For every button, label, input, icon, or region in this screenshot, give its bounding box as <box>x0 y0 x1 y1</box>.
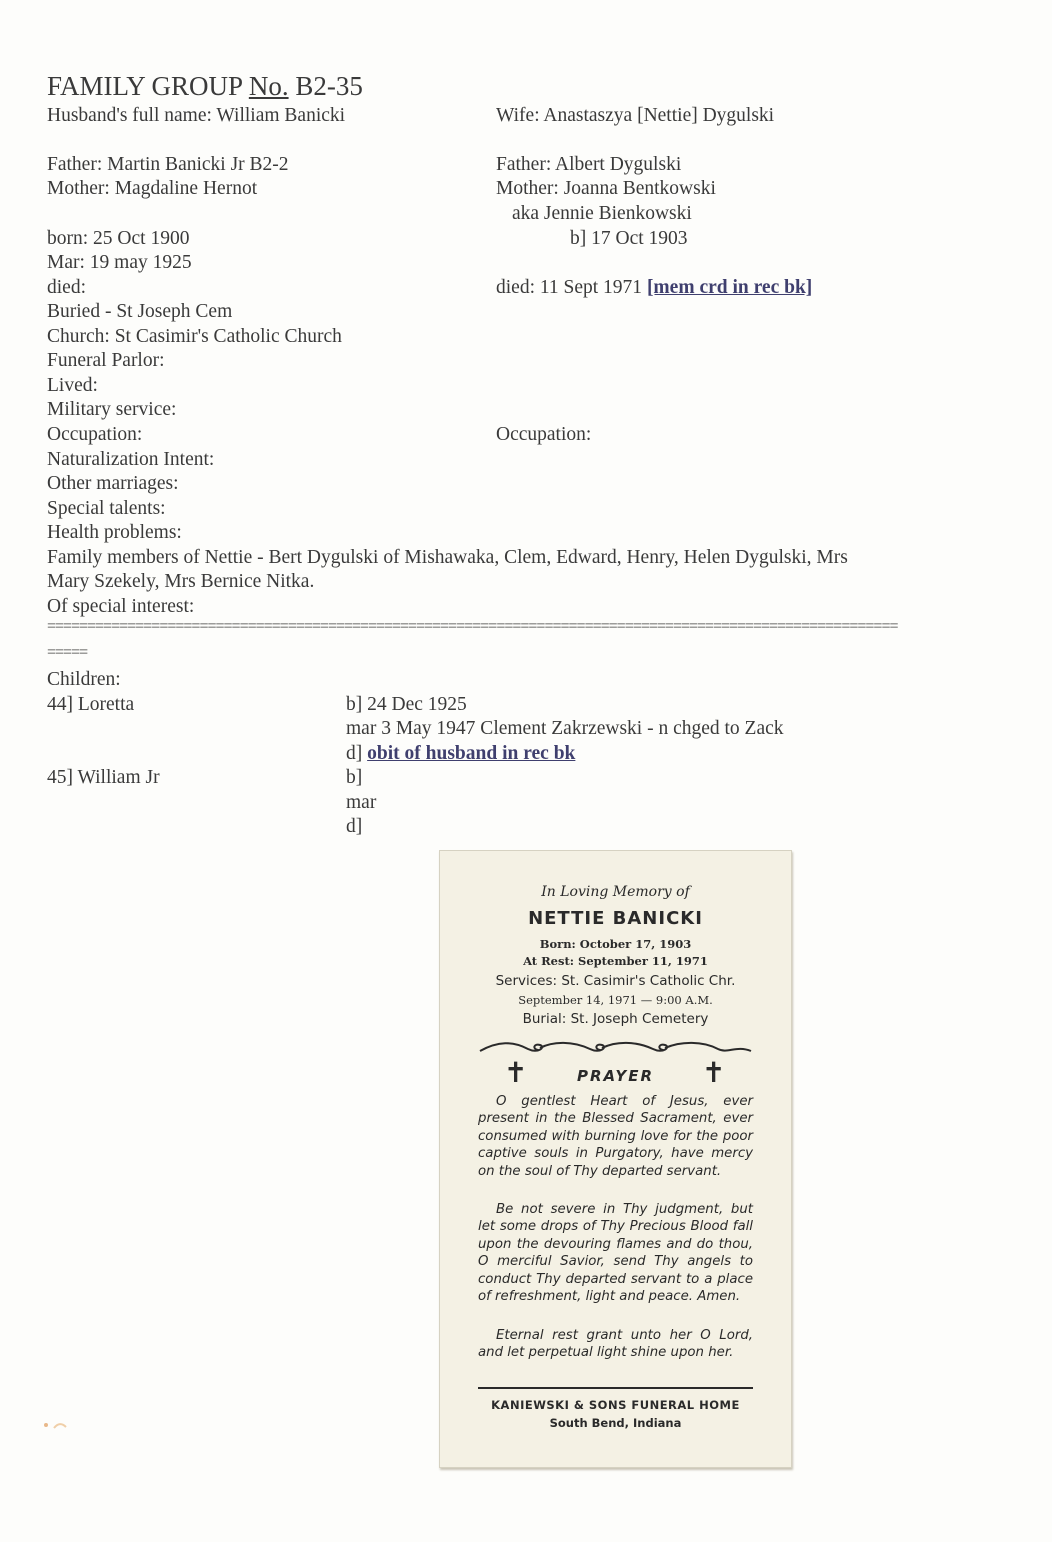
card-burial: Burial: St. Joseph Cemetery <box>522 1011 709 1027</box>
card-prayer-paragraph-3: Eternal rest grant unto her O Lord, and let perpetual light shine upon her. <box>478 1328 753 1361</box>
card-services: Services: St. Casimir's Catholic Chr. <box>495 973 736 989</box>
scroll-ornament-icon <box>478 1039 753 1057</box>
title-prefix: FAMILY GROUP <box>47 71 249 101</box>
wife-father: Father: Albert Dygulski <box>496 154 682 175</box>
marriage-date: Mar: 19 may 1925 <box>47 252 192 273</box>
memorial-card <box>439 850 792 1468</box>
card-divider <box>478 1387 753 1389</box>
card-prayer-title: PRAYER <box>576 1067 655 1085</box>
child-marriage: mar 3 May 1947 Clement Zakrzewski - n chged to Zack <box>346 718 784 739</box>
card-funeral-home: KANIEWSKI & SONS FUNERAL HOME <box>491 1398 740 1412</box>
husband-died: died: <box>47 277 86 298</box>
children-heading: Children: <box>47 669 121 690</box>
special-interest: Of special interest: <box>47 596 195 617</box>
card-memory-heading: In Loving Memory of <box>541 884 690 900</box>
health-problems: Health problems: <box>47 522 182 543</box>
other-marriages: Other marriages: <box>47 473 179 494</box>
wife-born: b] 17 Oct 1903 <box>570 228 688 249</box>
family-members-line1: Family members of Nettie - Bert Dygulski of Mishawaka, Clem, Edward, Henry, Helen Dygulski, Mrs <box>47 547 848 568</box>
husband-born: born: 25 Oct 1900 <box>47 228 190 249</box>
card-prayer-paragraph-2: Be not severe in Thy judgment, but let some drops of Thy Precious Blood fall upon the devouring flames and do thou, O merciful Savior, send Thy angels to conduct Thy departed servant to a place of refreshment, light and peace. Amen. <box>478 1202 753 1305</box>
memorial-card-link[interactable]: [mem crd in rec bk] <box>646 277 813 298</box>
page-title <box>47 70 363 102</box>
card-born: Born: October 17, 1903 <box>539 937 692 951</box>
wife-name: Wife: Anastaszya [Nettie] Dygulski <box>496 105 775 126</box>
card-at-rest: At Rest: September 11, 1971 <box>523 954 708 968</box>
wife-died <box>496 276 812 300</box>
card-deceased-name: NETTIE BANICKI <box>528 908 703 929</box>
husband-name: Husband's full name: William Banicki <box>47 105 346 126</box>
husband-buried: Buried - St Joseph Cem <box>47 301 233 322</box>
husband-father: Father: Martin Banicki Jr B2-2 <box>47 154 289 175</box>
child-born: b] <box>346 767 363 788</box>
child-marriage: mar <box>346 792 377 813</box>
child-died <box>346 742 575 766</box>
obituary-link[interactable]: obit of husband in rec bk <box>367 743 576 764</box>
child-died: d] <box>346 816 363 837</box>
wife-mother-aka: aka Jennie Bienkowski <box>512 203 692 224</box>
child-label: 44] Loretta <box>47 694 135 715</box>
title-no: No. <box>248 71 289 101</box>
child-born: b] 24 Dec 1925 <box>346 694 467 715</box>
title-id: B2-35 <box>288 71 363 101</box>
lived: Lived: <box>47 375 98 396</box>
separator-rule-continued: ===== <box>47 646 88 660</box>
naturalization-intent: Naturalization Intent: <box>47 449 215 470</box>
wife-occupation: Occupation: <box>496 424 592 445</box>
funeral-parlor: Funeral Parlor: <box>47 350 165 371</box>
husband-church: Church: St Casimir's Catholic Church <box>47 326 342 347</box>
card-prayer-paragraph-1: O gentlest Heart of Jesus, ever present in the Blessed Sacrament, ever consumed with burning love for the poor captive souls in Purgatory, have mercy on the soul of Thy departed servant. <box>478 1094 753 1179</box>
husband-mother: Mother: Magdaline Hernot <box>47 178 258 199</box>
separator-rule: ========================================================================================================== <box>47 620 898 634</box>
husband-occupation: Occupation: <box>47 424 143 445</box>
card-services-date: September 14, 1971 — 9:00 A.M. <box>518 993 713 1007</box>
child-died-prefix: d] <box>346 743 368 764</box>
wife-mother: Mother: Joanna Bentkowski <box>496 178 716 199</box>
cross-icon: ✝ <box>504 1056 528 1089</box>
wife-died-text: died: 11 Sept 1971 <box>496 277 647 298</box>
paper-speck-icon <box>40 1420 70 1430</box>
family-members-line2: Mary Szekely, Mrs Bernice Nitka. <box>47 571 315 592</box>
child-label: 45] William Jr <box>47 767 160 788</box>
card-city: South Bend, Indiana <box>549 1416 682 1430</box>
special-talents: Special talents: <box>47 498 166 519</box>
cross-icon: ✝ <box>702 1056 726 1089</box>
military-service: Military service: <box>47 399 177 420</box>
